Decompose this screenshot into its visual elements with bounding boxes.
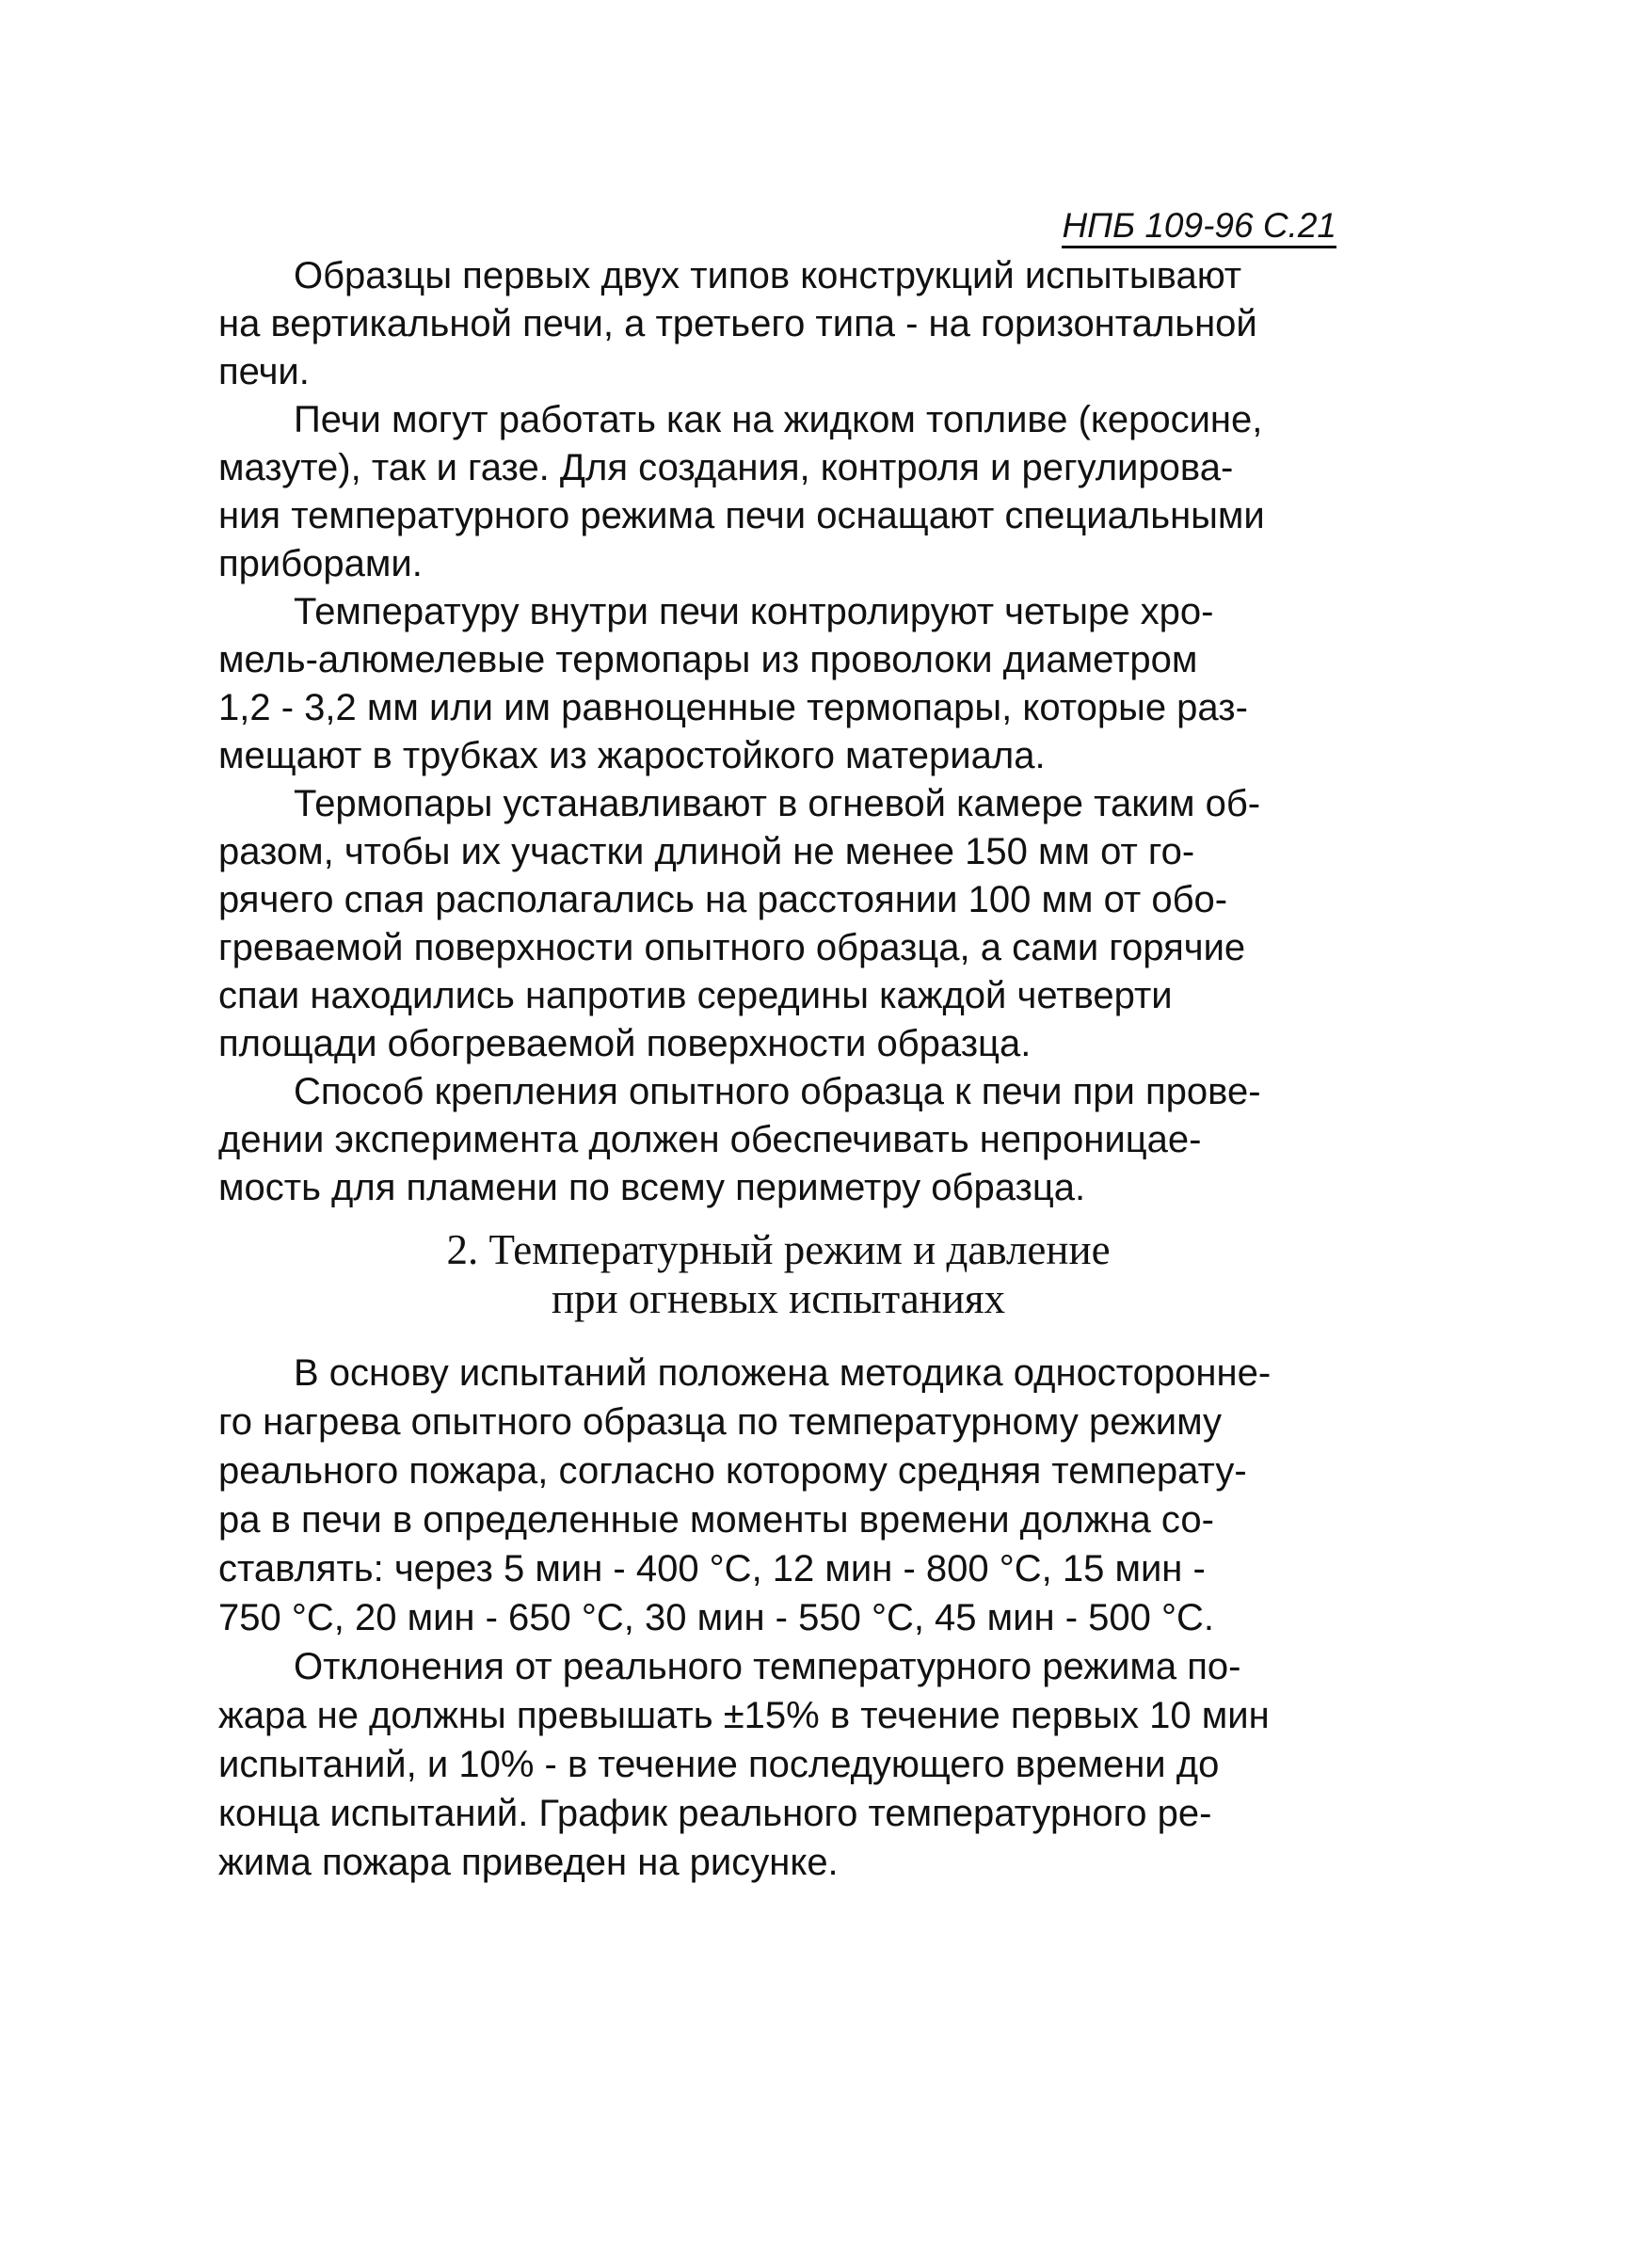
document-reference: НПБ 109-96 С.21 (1062, 206, 1336, 248)
text-line: го нагрева опытного образца по температурному режиму (218, 1401, 1223, 1443)
text-line: приборами. (218, 543, 423, 584)
section-heading-line: 2. Температурный режим и давление (446, 1226, 1111, 1273)
text-block-lower (218, 1349, 1338, 1887)
paragraph (218, 396, 1338, 588)
section-heading-line: при огневых испытаниях (551, 1275, 1006, 1322)
text-line: 750 °С, 20 мин - 650 °С, 30 мин - 550 °С, 45 мин - 500 °С. (218, 1597, 1214, 1638)
text-line: ния температурного режима печи оснащают специальными (218, 495, 1265, 536)
text-line: рячего спая располагались на расстоянии 100 мм от обо- (218, 879, 1228, 920)
paragraph (218, 1349, 1338, 1642)
text-line: 1,2 - 3,2 мм или им равноценные термопары, которые раз- (218, 687, 1248, 728)
text-line: мель-алюмелевые термопары из проволоки диаметром (218, 639, 1198, 680)
text-line: Термопары устанавливают в огневой камере таким об- (294, 783, 1261, 824)
paragraph (218, 780, 1338, 1068)
text-line: печи. (218, 351, 310, 392)
text-line: дении эксперимента должен обеспечивать непроницае- (218, 1119, 1202, 1160)
text-line: мость для пламени по всему периметру образца. (218, 1167, 1086, 1208)
paragraph (218, 588, 1338, 780)
text-line: площади обогреваемой поверхности образца. (218, 1023, 1032, 1064)
paragraph (218, 1642, 1338, 1887)
text-line: Способ крепления опытного образца к печи при прове- (294, 1071, 1261, 1112)
text-line: мещают в трубках из жаростойкого материала. (218, 735, 1046, 776)
text-line: ставлять: через 5 мин - 400 °С, 12 мин - 800 °С, 15 мин - (218, 1548, 1206, 1589)
text-line: мазуте), так и газе. Для создания, контроля и регулирова- (218, 447, 1234, 488)
text-line: греваемой поверхности опытного образца, а сами горячие (218, 927, 1246, 968)
text-line: жара не должны превышать ±15% в течение первых 10 мин (218, 1695, 1270, 1736)
text-line: Печи могут работать как на жидком топливе (керосине, (294, 399, 1263, 440)
section-heading (218, 1225, 1338, 1323)
paragraph (218, 1068, 1338, 1212)
text-line: жима пожара приведен на рисунке. (218, 1842, 839, 1883)
text-line: Образцы первых двух типов конструкций испытывают (294, 255, 1242, 296)
text-block-upper (218, 252, 1338, 1212)
text-line: конца испытаний. График реального температурного ре- (218, 1793, 1212, 1834)
text-line: испытаний, и 10% - в течение последующего времени до (218, 1744, 1220, 1785)
text-line: разом, чтобы их участки длиной не менее 150 мм от го- (218, 831, 1195, 872)
text-line: Отклонения от реального температурного режима по- (294, 1646, 1241, 1687)
paragraph (218, 252, 1338, 396)
text-line: ра в печи в определенные моменты времени должна со- (218, 1499, 1214, 1541)
text-line: спаи находились напротив середины каждой четверти (218, 975, 1173, 1016)
text-line: Температуру внутри печи контролируют четыре хро- (294, 591, 1214, 632)
text-line: реального пожара, согласно которому средняя температу- (218, 1450, 1247, 1492)
text-line: на вертикальной печи, а третьего типа - на горизонтальной (218, 303, 1257, 344)
text-line: В основу испытаний положена методика односторонне- (294, 1352, 1272, 1394)
page-header (1026, 205, 1336, 247)
